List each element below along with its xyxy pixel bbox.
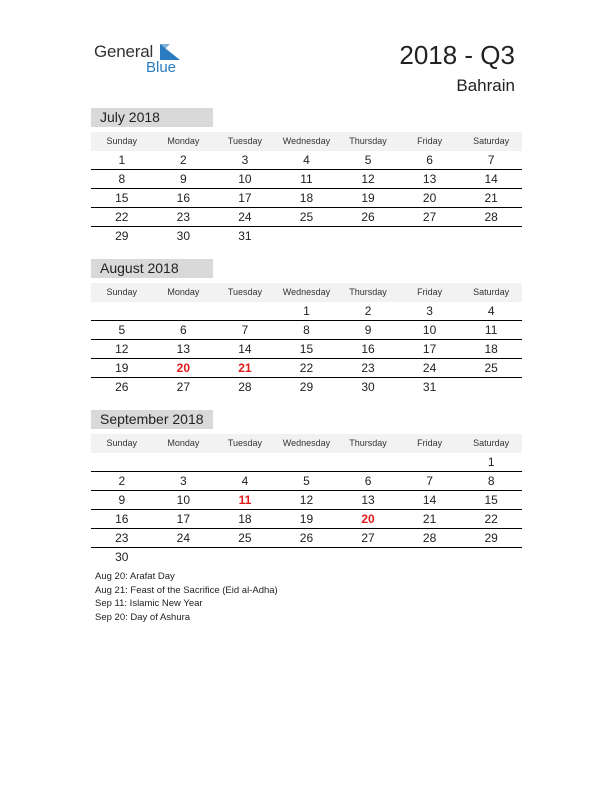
weekday-header	[91, 283, 522, 302]
day-cell	[214, 548, 276, 566]
day-cell: 24	[422, 361, 437, 375]
day-cell	[337, 453, 399, 471]
week-row	[91, 302, 522, 321]
day-cell: 13	[422, 172, 437, 186]
day-cell: 18	[238, 512, 252, 526]
logo-blue-text: Blue	[146, 59, 177, 76]
weekday-label: Tuesday	[227, 438, 262, 448]
day-cell: 10	[176, 493, 191, 507]
weekday-label: Tuesday	[227, 287, 262, 297]
weekday-label: Sunday	[106, 287, 138, 297]
day-cell: 27	[361, 531, 375, 545]
weekday-label: Monday	[167, 438, 200, 448]
week-row	[91, 321, 522, 340]
day-cell: 30	[115, 550, 129, 564]
weekday-label: Sunday	[106, 438, 138, 448]
day-cell: 22	[115, 210, 129, 224]
day-cell: 19	[361, 191, 375, 205]
day-cell: 2	[180, 153, 187, 167]
day-cell: 17	[238, 191, 252, 205]
weekday-label: Friday	[417, 136, 443, 146]
day-cell: 25	[484, 361, 498, 375]
day-cell	[276, 548, 338, 566]
day-cell: 25	[238, 531, 252, 545]
day-cell: 9	[180, 172, 187, 186]
day-cell: 31	[422, 380, 437, 394]
day-cell: 23	[176, 210, 191, 224]
weekday-label: Tuesday	[227, 136, 262, 146]
day-cell: 10	[422, 323, 437, 337]
day-cell: 26	[115, 380, 129, 394]
month-label: July 2018	[91, 108, 213, 127]
day-cell: 10	[238, 172, 252, 186]
weekday-label: Thursday	[349, 136, 387, 146]
week-row	[91, 453, 522, 472]
week-row	[91, 189, 522, 208]
day-cell: 11	[484, 323, 498, 337]
day-cell: 7	[241, 323, 249, 337]
week-row	[91, 378, 522, 396]
week-row	[91, 359, 522, 378]
day-cell: 7	[487, 153, 495, 167]
day-cell	[399, 227, 461, 245]
day-cell: 8	[303, 323, 310, 337]
day-cell: 3	[241, 153, 249, 167]
day-cell: 13	[361, 493, 375, 507]
month-label: August 2018	[91, 259, 213, 278]
weekday-label: Sunday	[106, 136, 138, 146]
day-cell: 30	[176, 229, 191, 243]
day-cell: 16	[176, 191, 191, 205]
day-cell: 3	[426, 304, 433, 318]
day-cell: 1	[303, 304, 310, 318]
weekday-label: Monday	[167, 287, 200, 297]
day-cell: 21	[484, 191, 498, 205]
day-cell: 28	[484, 210, 498, 224]
month-calendar-august	[91, 259, 522, 396]
week-row	[91, 340, 522, 359]
weekday-label: Wednesday	[282, 438, 331, 448]
day-cell: 4	[303, 153, 310, 167]
week-row	[91, 548, 522, 566]
week-row	[91, 227, 522, 245]
month-calendar-september	[91, 410, 522, 566]
day-cell: 9	[118, 493, 126, 507]
day-cell: 17	[176, 512, 191, 526]
week-row	[91, 510, 522, 529]
day-cell: 4	[241, 474, 249, 488]
week-row	[91, 208, 522, 227]
day-cell	[399, 453, 461, 471]
weekday-label: Monday	[167, 136, 200, 146]
day-cell	[460, 378, 522, 396]
weekday-label: Thursday	[349, 287, 387, 297]
week-row	[91, 529, 522, 548]
weeks	[91, 453, 522, 566]
day-cell: 25	[299, 210, 314, 224]
weekday-label: Wednesday	[282, 287, 331, 297]
day-cell: 20	[422, 191, 437, 205]
day-cell: 2	[364, 304, 372, 318]
day-cell: 26	[299, 531, 314, 545]
day-cell: 29	[299, 380, 314, 394]
day-cell: 15	[299, 342, 314, 356]
day-cell: 21	[238, 361, 252, 375]
day-cell: 29	[484, 531, 498, 545]
day-cell: 6	[180, 323, 187, 337]
weekday-label: Friday	[417, 438, 443, 448]
day-cell: 20	[176, 361, 191, 375]
day-cell: 8	[118, 172, 126, 186]
weekday-header	[91, 434, 522, 453]
day-cell: 18	[484, 342, 498, 356]
day-cell: 30	[361, 380, 375, 394]
weekday-label: Friday	[417, 287, 443, 297]
day-cell	[337, 227, 399, 245]
day-cell: 4	[487, 304, 495, 318]
weekday-label: Thursday	[349, 438, 387, 448]
day-cell: 24	[238, 210, 252, 224]
holiday-note: Sep 20: Day of Ashura	[95, 611, 191, 623]
day-cell: 22	[484, 512, 498, 526]
weeks	[91, 151, 522, 245]
day-cell	[153, 548, 215, 566]
day-cell	[399, 548, 461, 566]
day-cell: 23	[115, 531, 129, 545]
day-cell: 16	[115, 512, 129, 526]
day-cell: 22	[299, 361, 314, 375]
weekday-header	[91, 132, 522, 151]
day-cell: 14	[238, 342, 252, 356]
day-cell: 8	[487, 474, 495, 488]
week-row	[91, 151, 522, 170]
day-cell: 5	[364, 153, 372, 167]
weekday-label: Wednesday	[282, 136, 331, 146]
weekday-label: Saturday	[473, 136, 510, 146]
day-cell: 27	[176, 380, 191, 394]
day-cell: 7	[426, 474, 433, 488]
day-cell: 23	[361, 361, 375, 375]
day-cell	[214, 302, 276, 320]
day-cell	[460, 548, 522, 566]
month-label: September 2018	[91, 410, 213, 429]
day-cell: 2	[118, 474, 126, 488]
day-cell: 20	[361, 512, 375, 526]
week-row	[91, 491, 522, 510]
day-cell: 26	[361, 210, 375, 224]
weekday-label: Saturday	[473, 287, 510, 297]
day-cell	[460, 227, 522, 245]
day-cell: 3	[180, 474, 187, 488]
day-cell: 6	[426, 153, 433, 167]
holiday-note: Aug 21: Feast of the Sacrifice (Eid al-Adha)	[95, 584, 278, 596]
day-cell: 19	[115, 361, 129, 375]
day-cell: 11	[300, 172, 313, 186]
holiday-note: Aug 20: Arafat Day	[95, 571, 175, 582]
day-cell	[337, 548, 399, 566]
day-cell	[153, 453, 215, 471]
day-cell: 29	[115, 229, 129, 243]
flag-icon	[160, 44, 182, 60]
day-cell	[214, 453, 276, 471]
day-cell: 15	[484, 493, 498, 507]
weeks	[91, 302, 522, 396]
day-cell: 16	[361, 342, 375, 356]
country-name: Bahrain	[456, 76, 515, 95]
day-cell	[276, 453, 338, 471]
week-row	[91, 170, 522, 189]
day-cell: 14	[484, 172, 498, 186]
day-cell: 28	[422, 531, 437, 545]
day-cell: 5	[118, 323, 126, 337]
day-cell	[153, 302, 215, 320]
day-cell: 12	[299, 493, 314, 507]
day-cell: 5	[303, 474, 310, 488]
day-cell	[91, 302, 153, 320]
holiday-note: Sep 11: Islamic New Year	[95, 598, 203, 609]
day-cell: 19	[299, 512, 314, 526]
generalblue-logo	[94, 42, 194, 78]
day-cell: 28	[238, 380, 252, 394]
day-cell	[91, 453, 153, 471]
page-title: 2018 - Q3	[399, 40, 515, 70]
week-row	[91, 472, 522, 491]
day-cell: 27	[422, 210, 437, 224]
day-cell: 9	[364, 323, 372, 337]
month-calendar-july	[91, 108, 522, 245]
day-cell	[276, 227, 338, 245]
day-cell: 12	[361, 172, 375, 186]
day-cell: 17	[422, 342, 437, 356]
day-cell: 12	[115, 342, 129, 356]
day-cell: 15	[115, 191, 129, 205]
weekday-label: Saturday	[473, 438, 510, 448]
logo-general-text: General	[94, 42, 154, 61]
day-cell: 18	[299, 191, 314, 205]
day-cell: 1	[487, 455, 495, 469]
day-cell: 21	[422, 512, 437, 526]
day-cell: 1	[118, 153, 126, 167]
day-cell: 6	[364, 474, 372, 488]
day-cell: 14	[422, 493, 437, 507]
day-cell: 24	[176, 531, 191, 545]
day-cell: 13	[176, 342, 191, 356]
holiday-notes	[95, 570, 278, 624]
day-cell: 11	[238, 493, 252, 507]
day-cell: 31	[238, 229, 252, 243]
